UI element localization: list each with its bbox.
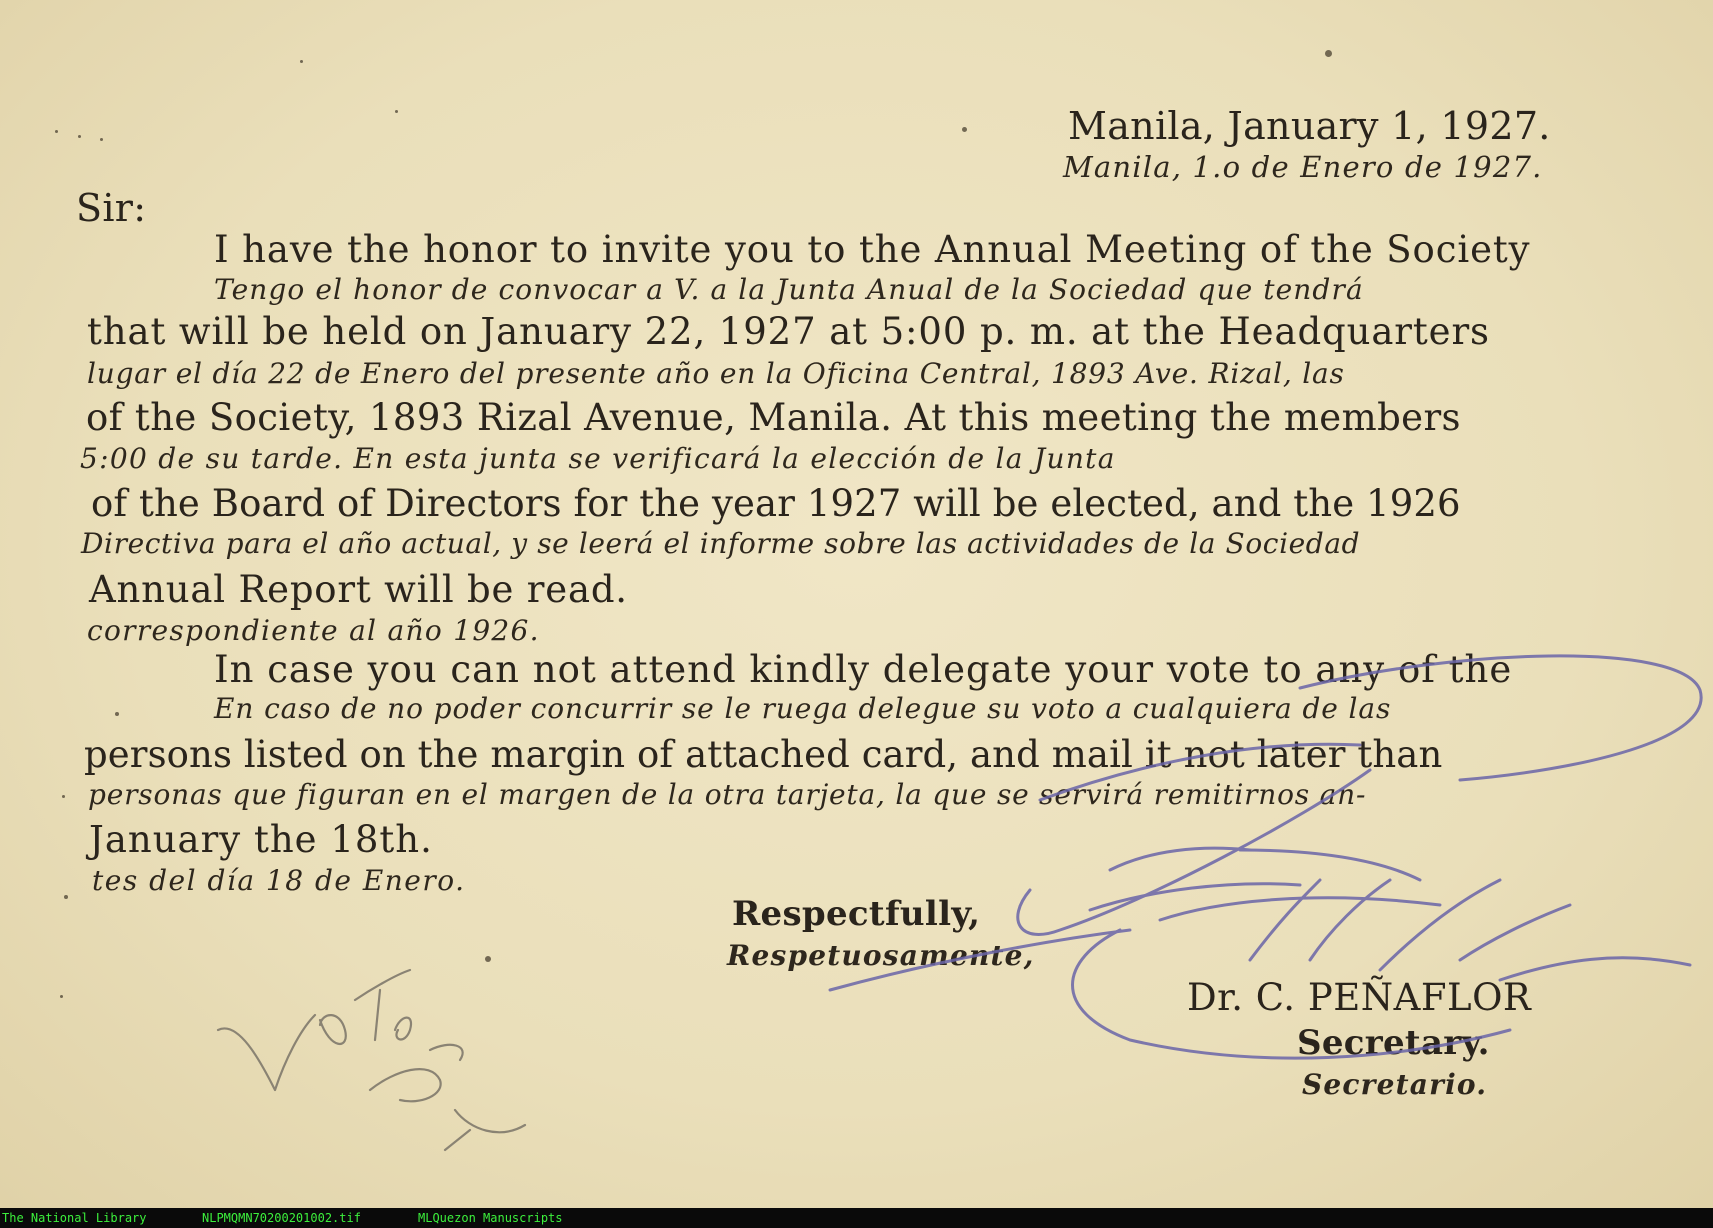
ink-speck (100, 138, 103, 141)
ink-speck (1325, 50, 1332, 57)
body-line-es-2: lugar el día 22 de Enero del presente año en la Oficina Central, 1893 Ave. Rizal, las (87, 357, 1345, 390)
body-line-es-4: Directiva para el año actual, y se leerá el informe sobre las actividades de la Sociedad (81, 527, 1361, 560)
footer-file-name: NLPMQMN70200201002.tif (202, 1211, 361, 1225)
date-spanish: Manila, 1.o de Enero de 1927. (1063, 150, 1543, 184)
date-english: Manila, January 1, 1927. (1068, 104, 1551, 148)
body-line-es-6: En caso de no poder concurrir se le ruega delegue su voto a cualquiera de las (214, 692, 1392, 725)
body-line-en-7: persons listed on the margin of attached card, and mail it not later than (84, 733, 1443, 776)
body-line-en-8: January the 18th. (89, 818, 433, 861)
body-line-es-1: Tengo el honor de convocar a V. a la Junta Anual de la Sociedad que tendrá (214, 273, 1364, 306)
body-line-es-5: correspondiente al año 1926. (87, 614, 540, 647)
footer-collection: MLQuezon Manuscripts (418, 1211, 563, 1225)
body-line-en-6: In case you can not attend kindly delegate your vote to any of the (214, 648, 1513, 691)
ink-speck (62, 795, 65, 798)
ink-speck (395, 110, 398, 113)
ink-speck (962, 127, 967, 132)
ink-speck (78, 135, 81, 138)
body-line-en-3: of the Society, 1893 Rizal Avenue, Manila. At this meeting the members (86, 396, 1461, 439)
body-line-es-8: tes del día 18 de Enero. (92, 864, 466, 897)
closing-english: Respectfully, (732, 894, 981, 934)
ink-speck (115, 712, 119, 716)
signer-name: Dr. C. PEÑAFLOR (1187, 976, 1532, 1019)
body-line-en-1: I have the honor to invite you to the Annual Meeting of the Society (214, 228, 1531, 271)
signer-title-english: Secretary. (1297, 1023, 1490, 1063)
salutation: Sir: (76, 186, 147, 230)
body-line-en-2: that will be held on January 22, 1927 at 5:00 p. m. at the Headquarters (87, 310, 1490, 353)
ink-speck (64, 895, 68, 899)
body-line-en-5: Annual Report will be read. (89, 568, 628, 611)
ink-speck (55, 130, 58, 133)
archive-footer (0, 1208, 1713, 1228)
body-line-es-7: personas que figuran en el margen de la otra tarjeta, la que se servirá remitirnos an- (88, 778, 1367, 811)
ink-speck (485, 956, 491, 962)
body-line-es-3: 5:00 de su tarde. En esta junta se verificará la elección de la Junta (80, 442, 1116, 475)
ink-speck (300, 60, 303, 63)
ink-speck (60, 995, 63, 998)
footer-library: The National Library (2, 1211, 147, 1225)
signer-title-spanish: Secretario. (1302, 1068, 1488, 1101)
body-line-en-4: of the Board of Directors for the year 1927 will be elected, and the 1926 (91, 482, 1461, 525)
closing-spanish: Respetuosamente, (727, 939, 1035, 972)
